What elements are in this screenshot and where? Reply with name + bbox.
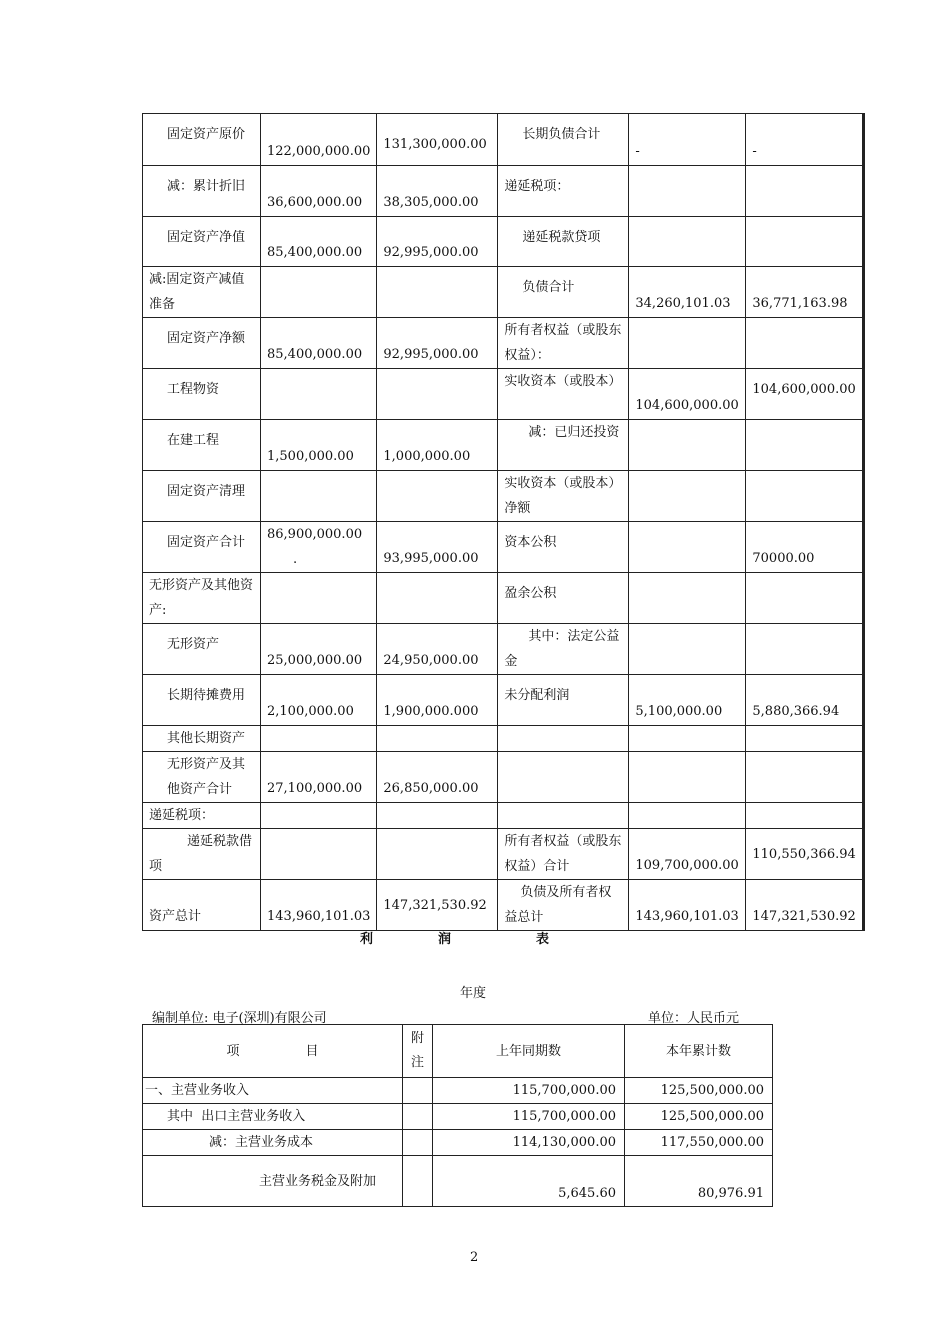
row-curr: 117,550,000.00 bbox=[625, 1130, 773, 1156]
bs-cell: 109,700,000.00 bbox=[629, 829, 746, 880]
bs-cell: 固定资产净值 bbox=[143, 217, 261, 267]
bs-cell: 减:固定资产减值准备 bbox=[143, 267, 261, 318]
year-label: 年度 bbox=[460, 986, 487, 1001]
bs-cell: 36,771,163.98 bbox=[746, 267, 863, 318]
table-row bbox=[143, 624, 864, 675]
bs-cell bbox=[261, 829, 377, 880]
header-note: 附注 bbox=[403, 1025, 433, 1078]
bs-cell: 固定资产清理 bbox=[143, 471, 261, 522]
bs-cell bbox=[629, 573, 746, 624]
bs-cell: 92,995,000.00 bbox=[377, 318, 498, 369]
bs-cell bbox=[629, 752, 746, 803]
bs-cell: 减：累计折旧 bbox=[143, 166, 261, 217]
bs-cell: 递延税项： bbox=[498, 166, 629, 217]
table-row bbox=[143, 573, 864, 624]
currency-unit: 单位：人民币元 bbox=[648, 1011, 740, 1026]
row-note bbox=[403, 1130, 433, 1156]
table-row bbox=[143, 369, 864, 420]
row-prev: 5,645.60 bbox=[433, 1156, 625, 1207]
bs-cell bbox=[498, 803, 629, 829]
bs-cell: 1,500,000.00 bbox=[261, 420, 377, 471]
bs-cell-value: 86,900,000.00 bbox=[267, 527, 363, 542]
bs-cell bbox=[746, 752, 863, 803]
row-note bbox=[403, 1156, 433, 1207]
bs-cell bbox=[746, 726, 863, 752]
header-prev: 上年同期数 bbox=[433, 1025, 625, 1078]
bs-cell: 减：已归还投资 bbox=[498, 420, 629, 471]
row-note bbox=[403, 1078, 433, 1104]
table-row bbox=[143, 675, 864, 726]
bs-cell: 盈余公积 bbox=[498, 573, 629, 624]
bs-cell bbox=[746, 803, 863, 829]
bs-cell bbox=[261, 471, 377, 522]
bs-cell: - bbox=[629, 114, 746, 166]
bs-cell: 长期负债合计 bbox=[498, 114, 629, 166]
header-item: 项 目 bbox=[143, 1025, 403, 1078]
bs-cell: - bbox=[746, 114, 863, 166]
bs-cell: 70000.00 bbox=[746, 522, 863, 573]
row-item: 减：主营业务成本 bbox=[143, 1130, 403, 1156]
bs-cell: 104,600,000.00 bbox=[629, 369, 746, 420]
row-curr: 125,500,000.00 bbox=[625, 1078, 773, 1104]
bs-cell bbox=[629, 624, 746, 675]
bs-cell: 104,600,000.00 bbox=[746, 369, 863, 420]
bs-cell: 递延税款贷项 bbox=[498, 217, 629, 267]
bs-cell bbox=[746, 471, 863, 522]
table-row bbox=[143, 114, 864, 166]
page-number: 2 bbox=[470, 1250, 479, 1265]
row-item: 一、主营业务收入 bbox=[143, 1078, 403, 1104]
balance-sheet-table bbox=[142, 113, 865, 931]
table-header-row bbox=[143, 1025, 773, 1078]
bs-cell: 27,100,000.00 bbox=[261, 752, 377, 803]
row-item: 其中 出口主营业务收入 bbox=[143, 1104, 403, 1130]
title-char: 利 bbox=[360, 932, 374, 947]
table-row bbox=[143, 318, 864, 369]
prepared-by: 编制单位: 电子(深圳)有限公司 bbox=[152, 1011, 327, 1026]
bs-cell: 资产总计 bbox=[143, 880, 261, 931]
bs-cell: 所有者权益（或股东权益）： bbox=[498, 318, 629, 369]
table-row bbox=[143, 726, 864, 752]
bs-cell: 1,900,000.000 bbox=[377, 675, 498, 726]
row-prev: 115,700,000.00 bbox=[433, 1104, 625, 1130]
bs-cell: 2,100,000.00 bbox=[261, 675, 377, 726]
table-row bbox=[143, 471, 864, 522]
bs-cell: 38,305,000.00 bbox=[377, 166, 498, 217]
bs-cell: 实收资本（或股本） bbox=[498, 369, 629, 420]
bs-cell: 无形资产 bbox=[143, 624, 261, 675]
row-prev: 114,130,000.00 bbox=[433, 1130, 625, 1156]
bs-cell bbox=[629, 471, 746, 522]
bs-cell bbox=[629, 803, 746, 829]
bs-cell bbox=[261, 267, 377, 318]
bs-cell: 固定资产原价 bbox=[143, 114, 261, 166]
bs-cell bbox=[746, 166, 863, 217]
bs-cell: 143,960,101.03 bbox=[629, 880, 746, 931]
table-row bbox=[143, 752, 864, 803]
bs-cell: 36,600,000.00 bbox=[261, 166, 377, 217]
bs-cell: 92,995,000.00 bbox=[377, 217, 498, 267]
bs-cell: 143,960,101.03 bbox=[261, 880, 377, 931]
row-item: 主营业务税金及附加 bbox=[143, 1156, 403, 1207]
bs-cell: 固定资产合计 bbox=[143, 522, 261, 573]
bs-cell bbox=[629, 166, 746, 217]
bs-cell bbox=[498, 752, 629, 803]
bs-cell: 其中：法定公益金 bbox=[498, 624, 629, 675]
row-curr: 125,500,000.00 bbox=[625, 1104, 773, 1130]
bs-cell bbox=[261, 573, 377, 624]
bs-cell: 85,400,000.00 bbox=[261, 217, 377, 267]
bs-cell bbox=[746, 217, 863, 267]
bs-cell bbox=[629, 522, 746, 573]
table-row bbox=[143, 1104, 773, 1130]
bs-cell bbox=[261, 369, 377, 420]
bs-cell bbox=[261, 522, 377, 573]
row-note bbox=[403, 1104, 433, 1130]
title-char: 润 bbox=[438, 932, 452, 947]
bs-cell: 所有者权益（或股东权益）合计 bbox=[498, 829, 629, 880]
table-row bbox=[143, 420, 864, 471]
bs-cell bbox=[377, 803, 498, 829]
bs-cell: 26,850,000.00 bbox=[377, 752, 498, 803]
bs-cell: 147,321,530.92 bbox=[746, 880, 863, 931]
bs-cell: 无形资产及其他资产: bbox=[143, 573, 261, 624]
bs-cell: 资本公积 bbox=[498, 522, 629, 573]
bs-cell bbox=[261, 726, 377, 752]
bs-cell: 24,950,000.00 bbox=[377, 624, 498, 675]
bs-cell: 无形资产及其他资产合计 bbox=[143, 752, 261, 803]
title-char: 表 bbox=[536, 932, 550, 947]
bs-cell bbox=[629, 318, 746, 369]
bs-cell: 110,550,366.94 bbox=[746, 829, 863, 880]
bs-cell: 34,260,101.03 bbox=[629, 267, 746, 318]
table-row bbox=[143, 267, 864, 318]
bs-cell bbox=[498, 726, 629, 752]
bs-cell: 85,400,000.00 bbox=[261, 318, 377, 369]
bs-cell bbox=[746, 318, 863, 369]
bs-cell bbox=[746, 624, 863, 675]
bs-cell: 负债合计 bbox=[498, 267, 629, 318]
bs-cell: 5,100,000.00 bbox=[629, 675, 746, 726]
bs-cell bbox=[377, 726, 498, 752]
bs-cell-mark: . bbox=[293, 552, 298, 567]
row-prev: 115,700,000.00 bbox=[433, 1078, 625, 1104]
bs-cell: 25,000,000.00 bbox=[261, 624, 377, 675]
bs-cell bbox=[629, 217, 746, 267]
bs-cell: 实收资本（或股本）净额 bbox=[498, 471, 629, 522]
table-row bbox=[143, 829, 864, 880]
bs-cell: 1,000,000.00 bbox=[377, 420, 498, 471]
bs-cell bbox=[377, 829, 498, 880]
bs-cell: 负债及所有者权益总计 bbox=[498, 880, 629, 931]
table-row bbox=[143, 1156, 773, 1207]
bs-cell bbox=[629, 420, 746, 471]
bs-cell: 93,995,000.00 bbox=[377, 522, 498, 573]
bs-cell: 147,321,530.92 bbox=[377, 880, 498, 931]
bs-cell bbox=[377, 369, 498, 420]
bs-cell: 122,000,000.00 bbox=[261, 114, 377, 166]
table-row bbox=[143, 880, 864, 931]
bs-cell: 固定资产净额 bbox=[143, 318, 261, 369]
bs-cell bbox=[377, 471, 498, 522]
bs-cell: 其他长期资产 bbox=[143, 726, 261, 752]
bs-cell bbox=[746, 420, 863, 471]
row-curr: 80,976.91 bbox=[625, 1156, 773, 1207]
bs-cell: 在建工程 bbox=[143, 420, 261, 471]
table-row bbox=[143, 1078, 773, 1104]
table-row bbox=[143, 803, 864, 829]
bs-cell bbox=[746, 573, 863, 624]
table-row bbox=[143, 1130, 773, 1156]
bs-cell: 工程物资 bbox=[143, 369, 261, 420]
table-row bbox=[143, 166, 864, 217]
bs-cell: 长期待摊费用 bbox=[143, 675, 261, 726]
bs-cell bbox=[629, 726, 746, 752]
header-curr: 本年累计数 bbox=[625, 1025, 773, 1078]
bs-cell bbox=[377, 573, 498, 624]
income-statement-table bbox=[142, 1024, 773, 1207]
bs-cell: 递延税项： bbox=[143, 803, 261, 829]
bs-cell: 未分配利润 bbox=[498, 675, 629, 726]
table-row bbox=[143, 217, 864, 267]
bs-cell: 5,880,366.94 bbox=[746, 675, 863, 726]
bs-cell bbox=[377, 267, 498, 318]
table-row bbox=[143, 522, 864, 573]
bs-cell bbox=[261, 803, 377, 829]
bs-cell: 递延税款借项 bbox=[143, 829, 261, 880]
bs-cell: 131,300,000.00 bbox=[377, 114, 498, 166]
